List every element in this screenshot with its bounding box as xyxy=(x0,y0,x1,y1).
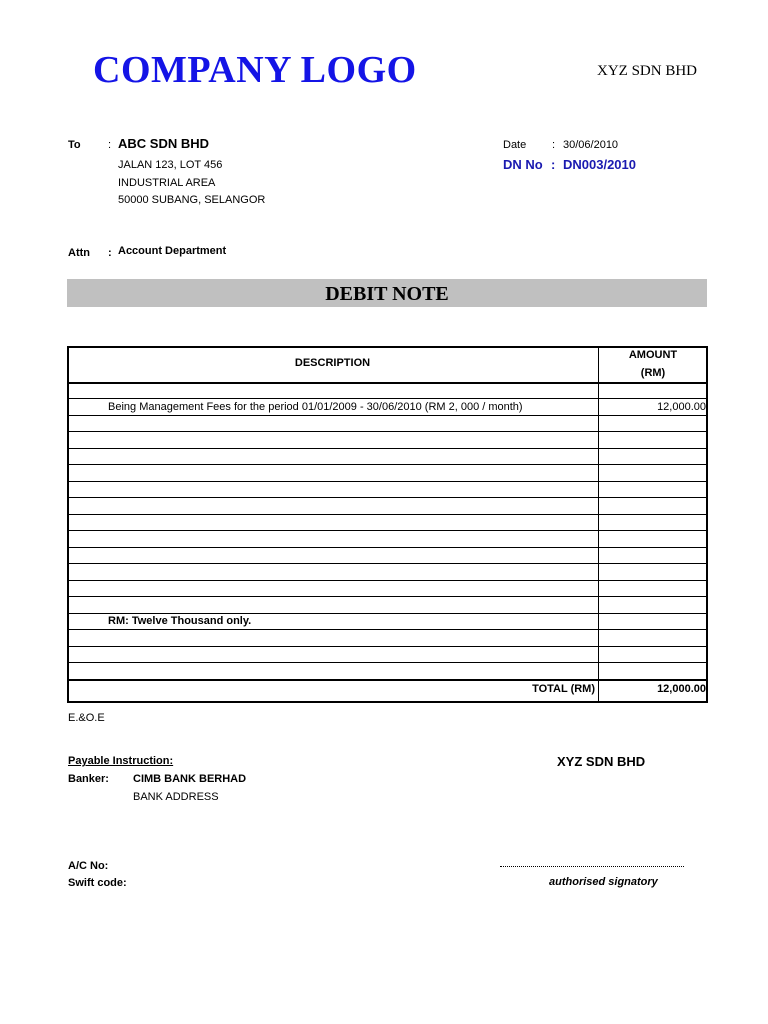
date-separator: : xyxy=(552,139,556,151)
signature-line xyxy=(500,866,684,867)
company-logo: COMPANY LOGO xyxy=(93,49,417,91)
signature-company: XYZ SDN BHD xyxy=(557,754,646,769)
swift-code-label: Swift code: xyxy=(68,877,127,889)
recipient-address-line-3: 50000 SUBANG, SELANGOR xyxy=(118,194,266,206)
company-name-header: XYZ SDN BHD xyxy=(597,63,698,79)
date-value: 30/06/2010 xyxy=(563,139,619,151)
column-header-amount: AMOUNT xyxy=(628,349,678,361)
item-description: Being Management Fees for the period 01/01/2009 - 30/06/2010 (RM 2, 000 / month) xyxy=(108,401,523,413)
recipient-address-line-1: JALAN 123, LOT 456 xyxy=(118,159,223,171)
column-header-amount-unit: (RM) xyxy=(640,367,666,379)
account-number-label: A/C No: xyxy=(68,860,109,872)
eoe-note: E.&O.E xyxy=(68,712,105,724)
banker-label: Banker: xyxy=(68,773,109,785)
attn-value: Account Department xyxy=(118,245,227,257)
items-table xyxy=(67,346,708,703)
to-separator: : xyxy=(108,139,112,151)
attn-separator: : xyxy=(108,247,112,259)
payable-instruction-heading: Payable Instruction: xyxy=(68,755,174,767)
to-label: To xyxy=(68,139,81,151)
item-amount: 12,000.00 xyxy=(657,401,706,413)
signature-caption: authorised signatory xyxy=(549,876,658,888)
amount-in-words: RM: Twelve Thousand only. xyxy=(108,615,252,627)
total-value: 12,000.00 xyxy=(657,683,706,695)
attn-label: Attn xyxy=(68,247,90,259)
dn-value: DN003/2010 xyxy=(563,157,636,172)
document-title: DEBIT NOTE xyxy=(67,279,707,307)
recipient-name: ABC SDN BHD xyxy=(118,136,209,151)
dn-label: DN No xyxy=(503,157,543,172)
date-label: Date xyxy=(503,139,527,151)
bank-address: BANK ADDRESS xyxy=(133,791,219,803)
recipient-address-line-2: INDUSTRIAL AREA xyxy=(118,177,216,189)
dn-separator: : xyxy=(551,157,556,172)
bank-name: CIMB BANK BERHAD xyxy=(133,773,247,785)
total-label: TOTAL (RM) xyxy=(532,683,595,695)
column-header-description: DESCRIPTION xyxy=(294,357,371,369)
